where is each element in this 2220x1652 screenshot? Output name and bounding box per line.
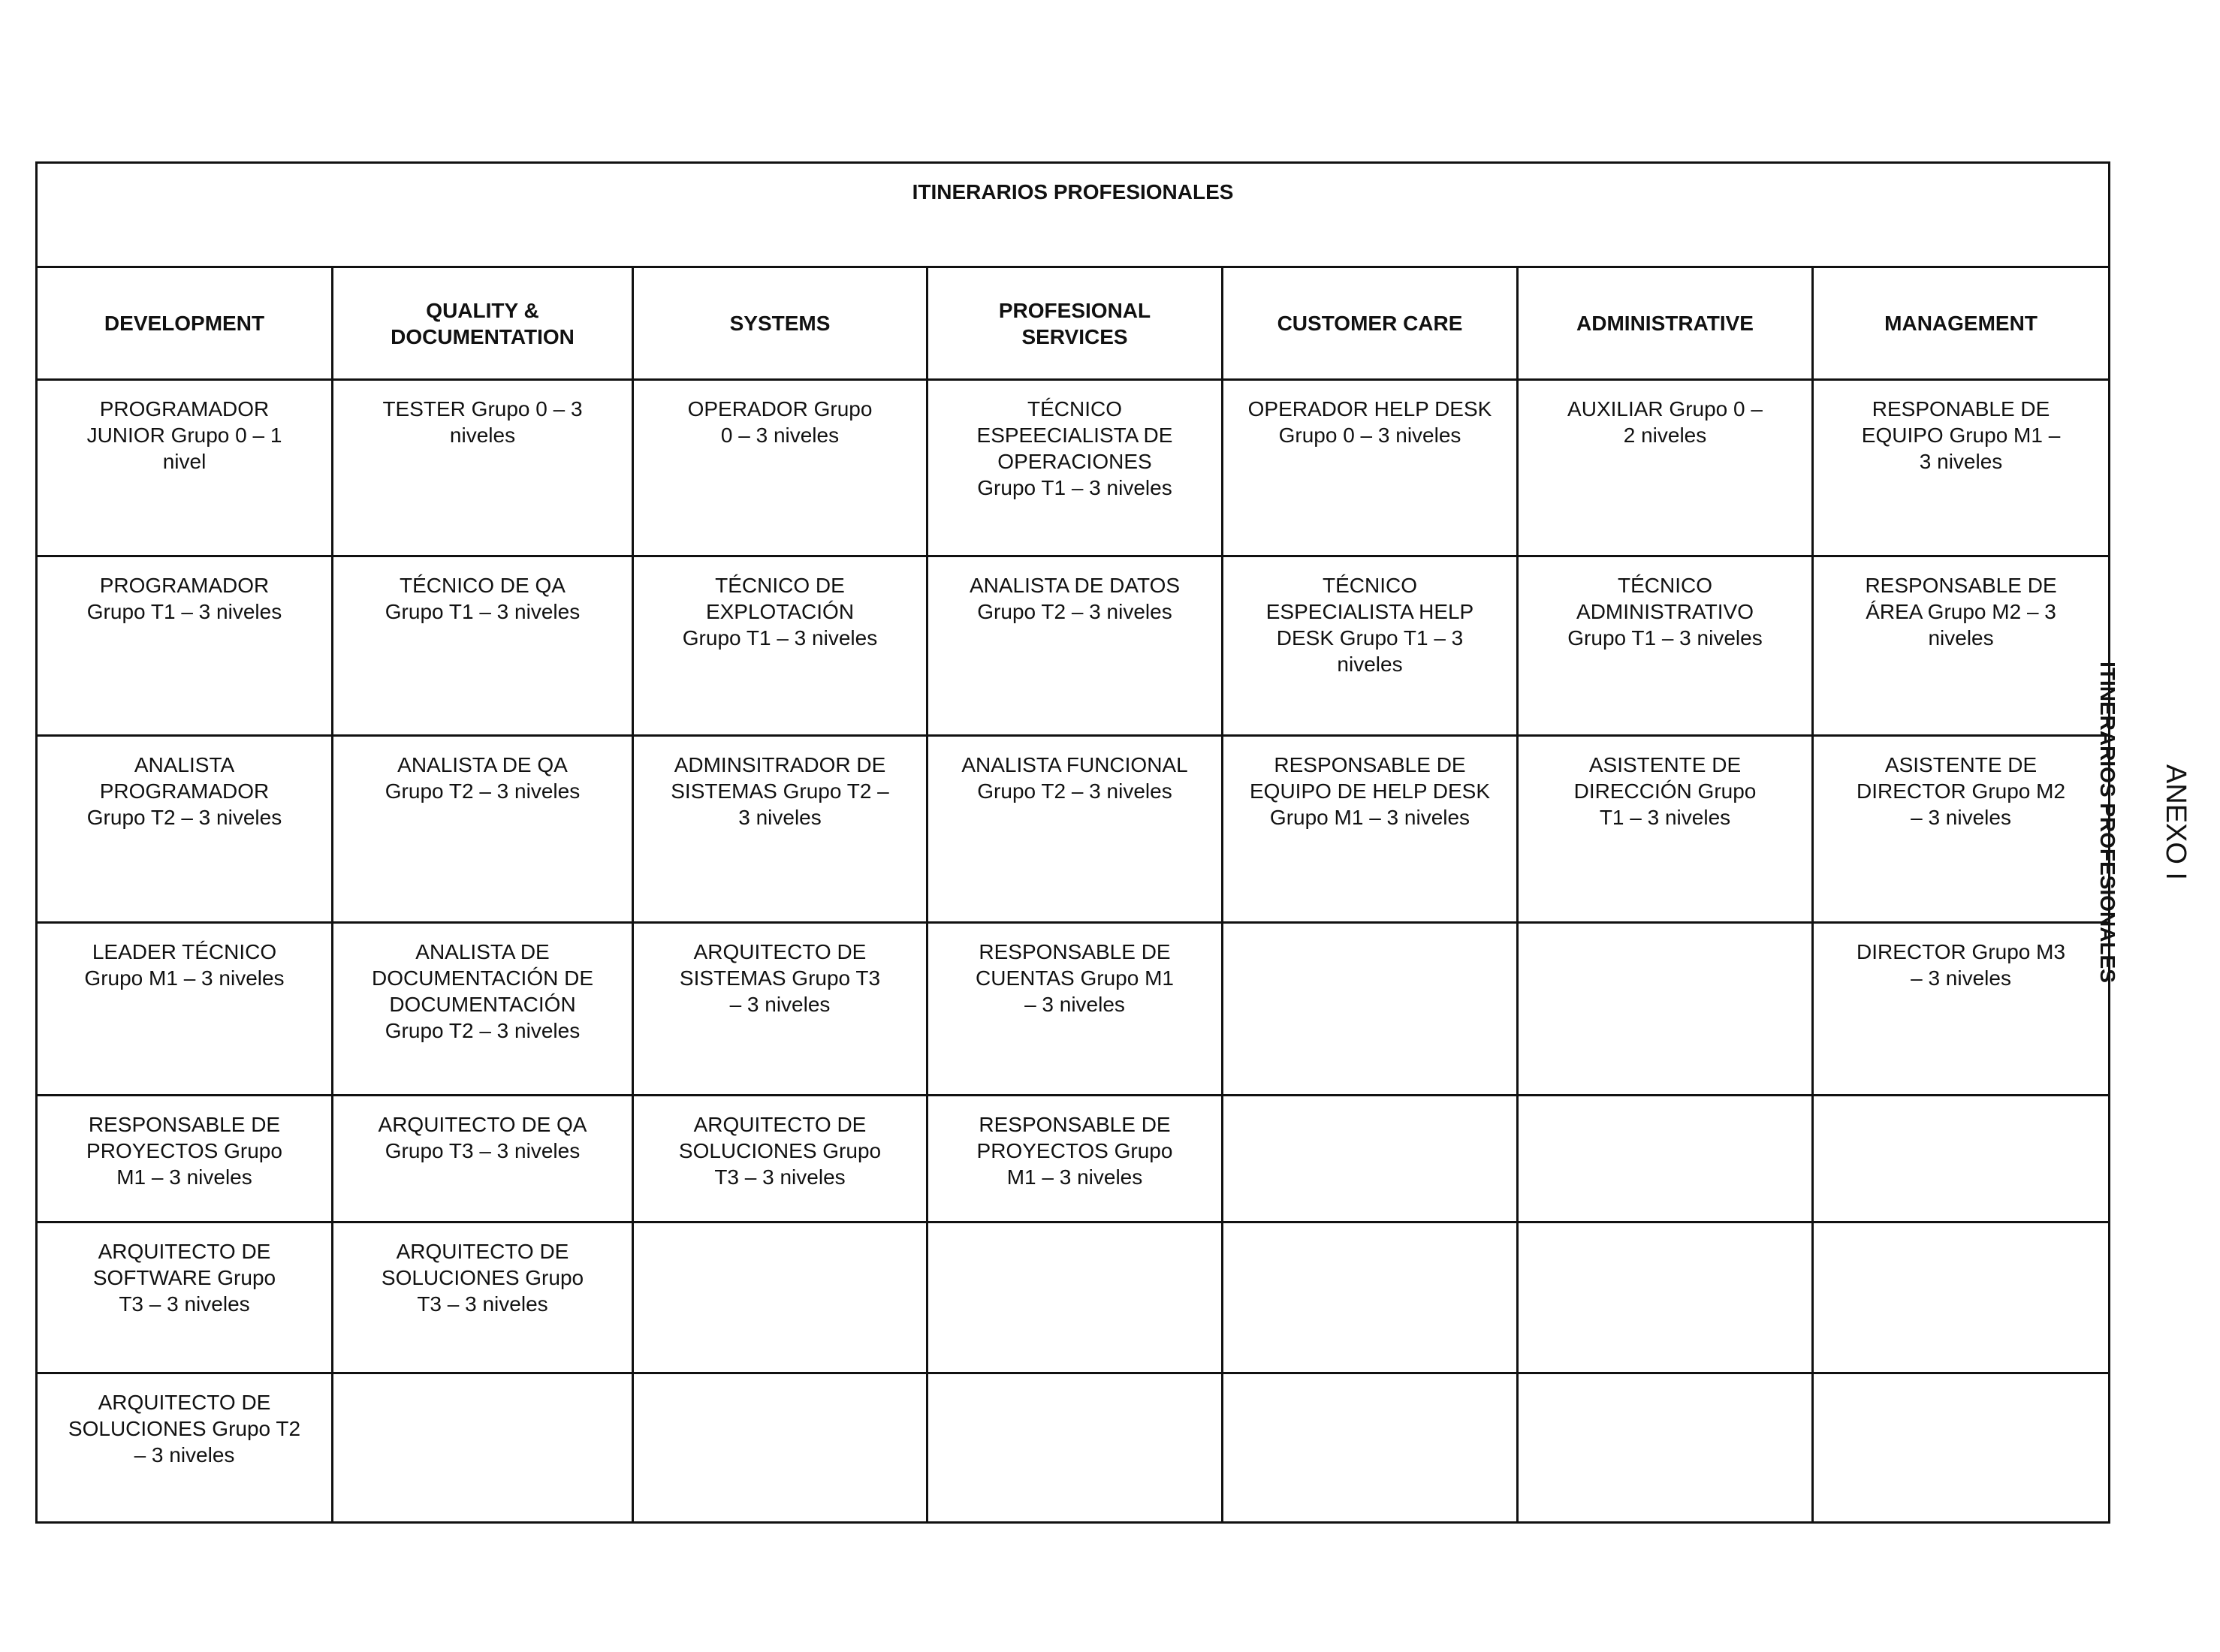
- table-cell: OPERADOR HELP DESK Grupo 0 – 3 niveles: [1223, 380, 1518, 556]
- table-cell: RESPONSABLE DE PROYECTOS Grupo M1 – 3 niveles: [928, 1096, 1223, 1222]
- column-header: QUALITY & DOCUMENTATION: [333, 267, 633, 380]
- table-cell: ASISTENTE DE DIRECCIÓN Grupo T1 – 3 niveles: [1518, 736, 1813, 923]
- table-cell: ANALISTA DE DOCUMENTACIÓN DE DOCUMENTACIÓN Grupo T2 – 3 niveles: [333, 923, 633, 1096]
- annex-label: ANEXO I: [2160, 764, 2191, 881]
- table-cell: TÉCNICO DE EXPLOTACIÓN Grupo T1 – 3 niveles: [633, 556, 928, 736]
- table-cell: ANALISTA DE QA Grupo T2 – 3 niveles: [333, 736, 633, 923]
- table-cell: RESPONSABLE DE CUENTAS Grupo M1 – 3 niveles: [928, 923, 1223, 1096]
- table-row: [37, 1096, 2110, 1222]
- table-cell: ANALISTA PROGRAMADOR Grupo T2 – 3 niveles: [37, 736, 333, 923]
- table-cell: TÉCNICO DE QA Grupo T1 – 3 niveles: [333, 556, 633, 736]
- title-row: [37, 163, 2110, 267]
- table-cell: TESTER Grupo 0 – 3 niveles: [333, 380, 633, 556]
- table-cell: PROGRAMADOR JUNIOR Grupo 0 – 1 nivel: [37, 380, 333, 556]
- table-cell: OPERADOR Grupo 0 – 3 niveles: [633, 380, 928, 556]
- table-cell: [1223, 1096, 1518, 1222]
- column-header: CUSTOMER CARE: [1223, 267, 1518, 380]
- table-cell: [928, 1373, 1223, 1523]
- table-cell: PROGRAMADOR Grupo T1 – 3 niveles: [37, 556, 333, 736]
- table-cell: LEADER TÉCNICO Grupo M1 – 3 niveles: [37, 923, 333, 1096]
- table-cell: TÉCNICO ADMINISTRATIVO Grupo T1 – 3 niveles: [1518, 556, 1813, 736]
- table-row: [37, 556, 2110, 736]
- table-cell: [1223, 923, 1518, 1096]
- table-cell: ARQUITECTO DE SOLUCIONES Grupo T3 – 3 niveles: [633, 1096, 928, 1222]
- table-cell: RESPONSABLE DE ÁREA Grupo M2 – 3 niveles: [1813, 556, 2110, 736]
- table-cell: ARQUITECTO DE QA Grupo T3 – 3 niveles: [333, 1096, 633, 1222]
- table-cell: [1518, 1222, 1813, 1373]
- table-cell: RESPONSABLE DE EQUIPO DE HELP DESK Grupo M1 – 3 niveles: [1223, 736, 1518, 923]
- table-cell: [633, 1373, 928, 1523]
- table-cell: [1223, 1373, 1518, 1523]
- table-row: [37, 1222, 2110, 1373]
- table-cell: [1813, 1096, 2110, 1222]
- table-cell: ARQUITECTO DE SOLUCIONES Grupo T2 – 3 niveles: [37, 1373, 333, 1523]
- header-row: [37, 267, 2110, 380]
- table-cell: [1518, 923, 1813, 1096]
- table-cell: DIRECTOR Grupo M3 – 3 niveles: [1813, 923, 2110, 1096]
- table-cell: ASISTENTE DE DIRECTOR Grupo M2 – 3 niveles: [1813, 736, 2110, 923]
- table-cell: ARQUITECTO DE SOLUCIONES Grupo T3 – 3 niveles: [333, 1222, 633, 1373]
- table-cell: AUXILIAR Grupo 0 – 2 niveles: [1518, 380, 1813, 556]
- column-header: ADMINISTRATIVE: [1518, 267, 1813, 380]
- column-header: DEVELOPMENT: [37, 267, 333, 380]
- table-cell: [1813, 1222, 2110, 1373]
- table-cell: TÉCNICO ESPECIALISTA HELP DESK Grupo T1 – 3 niveles: [1223, 556, 1518, 736]
- table-cell: TÉCNICO ESPEECIALISTA DE OPERACIONES Grupo T1 – 3 niveles: [928, 380, 1223, 556]
- table-cell: [1223, 1222, 1518, 1373]
- table-cell: RESPONABLE DE EQUIPO Grupo M1 – 3 niveles: [1813, 380, 2110, 556]
- table-cell: RESPONSABLE DE PROYECTOS Grupo M1 – 3 niveles: [37, 1096, 333, 1222]
- table-cell: ARQUITECTO DE SISTEMAS Grupo T3 – 3 niveles: [633, 923, 928, 1096]
- table-cell: [928, 1222, 1223, 1373]
- table-row: [37, 736, 2110, 923]
- table-cell: ARQUITECTO DE SOFTWARE Grupo T3 – 3 niveles: [37, 1222, 333, 1373]
- table-cell: [633, 1222, 928, 1373]
- column-header: PROFESIONAL SERVICES: [928, 267, 1223, 380]
- table-cell: ANALISTA DE DATOS Grupo T2 – 3 niveles: [928, 556, 1223, 736]
- table-row: [37, 1373, 2110, 1523]
- itinerarios-table: [35, 161, 2110, 1524]
- table-row: [37, 923, 2110, 1096]
- table-cell: ANALISTA FUNCIONAL Grupo T2 – 3 niveles: [928, 736, 1223, 923]
- side-title: ITINERARIOS PROFESIONALES: [2096, 662, 2119, 983]
- column-header: SYSTEMS: [633, 267, 928, 380]
- table-cell: [1518, 1373, 1813, 1523]
- table-cell: [1813, 1373, 2110, 1523]
- table-cell: [333, 1373, 633, 1523]
- table-cell: [1518, 1096, 1813, 1222]
- column-header: MANAGEMENT: [1813, 267, 2110, 380]
- table-row: [37, 380, 2110, 556]
- table-title: ITINERARIOS PROFESIONALES: [37, 163, 2110, 267]
- table-cell: ADMINSITRADOR DE SISTEMAS Grupo T2 – 3 niveles: [633, 736, 928, 923]
